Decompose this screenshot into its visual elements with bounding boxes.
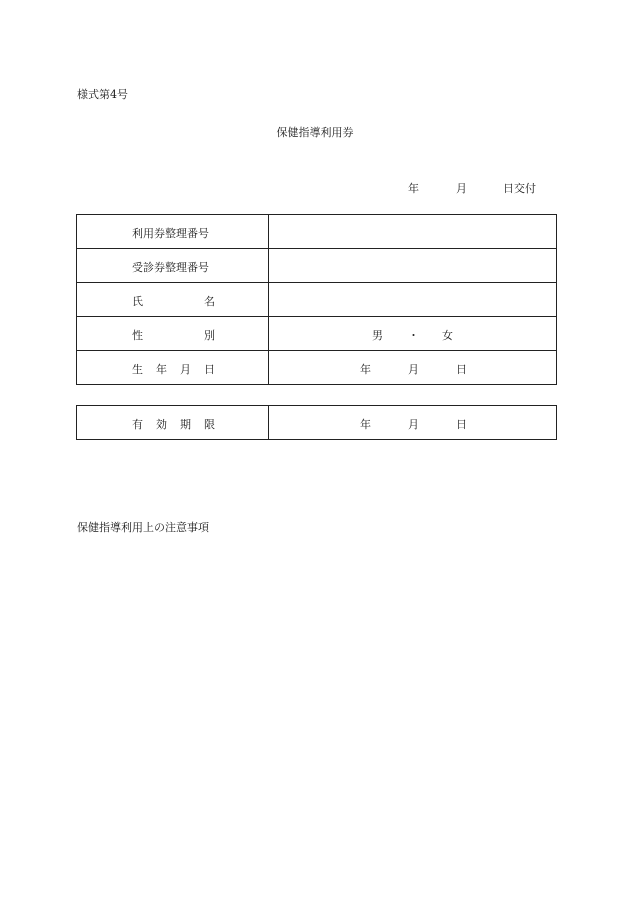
voucher-number-label-cell xyxy=(77,215,269,249)
birthdate-day-label: 日 xyxy=(456,363,467,376)
expiry-label-char-4: 限 xyxy=(204,418,215,431)
name-label-char-2: 名 xyxy=(204,295,215,308)
birthdate-value-cell xyxy=(269,351,557,385)
notes-heading: 保健指導利用上の注意事項 xyxy=(77,521,209,534)
sex-value-cell xyxy=(269,317,557,351)
expiry-label-char-1: 有 xyxy=(132,418,143,431)
name-value-cell xyxy=(269,283,557,317)
issue-date xyxy=(405,180,541,194)
birthdate-label-char-2: 年 xyxy=(156,363,167,376)
expiry-label-cell xyxy=(77,406,269,440)
table-row xyxy=(77,283,557,317)
issue-month-label: 月 xyxy=(456,182,467,195)
sex-option-male: 男 xyxy=(372,329,383,342)
expiry-day-label: 日 xyxy=(456,418,467,431)
birthdate-label-char-4: 日 xyxy=(204,363,215,376)
exam-voucher-number-value-cell xyxy=(269,249,557,283)
table-row xyxy=(77,249,557,283)
issue-day-label: 日交付 xyxy=(503,182,536,195)
expiry-label-char-2: 効 xyxy=(156,418,167,431)
expiry-label-char-3: 期 xyxy=(180,418,191,431)
issue-year-label: 年 xyxy=(408,182,419,195)
birthdate-year-label: 年 xyxy=(360,363,371,376)
table-row xyxy=(77,351,557,385)
table-row xyxy=(77,406,557,440)
voucher-number-label: 利用券整理番号 xyxy=(132,227,209,240)
sex-option-female: 女 xyxy=(442,329,453,342)
sex-label-char-2: 別 xyxy=(204,329,215,342)
document-title: 保健指導利用券 xyxy=(276,126,354,139)
expiry-year-label: 年 xyxy=(360,418,371,431)
expiry-value-cell xyxy=(269,406,557,440)
birthdate-label-cell xyxy=(77,351,269,385)
birthdate-label-char-1: 生 xyxy=(132,363,143,376)
sex-label xyxy=(132,327,216,340)
expiry-ymd xyxy=(360,416,470,429)
name-label xyxy=(132,293,216,306)
sex-option-separator: ・ xyxy=(408,329,419,342)
birthdate-month-label: 月 xyxy=(408,363,419,376)
sex-label-cell xyxy=(77,317,269,351)
birthdate-label xyxy=(132,361,216,374)
table-row xyxy=(77,215,557,249)
name-label-cell xyxy=(77,283,269,317)
table-row xyxy=(77,317,557,351)
voucher-number-value-cell xyxy=(269,215,557,249)
exam-voucher-number-label: 受診券整理番号 xyxy=(132,261,209,274)
exam-voucher-number-label-cell xyxy=(77,249,269,283)
sex-options xyxy=(372,327,462,340)
sex-label-char-1: 性 xyxy=(132,329,143,342)
expiry-label xyxy=(132,416,216,429)
expiry-month-label: 月 xyxy=(408,418,419,431)
voucher-info-table xyxy=(76,214,557,385)
expiry-table xyxy=(76,405,557,440)
birthdate-ymd xyxy=(360,361,470,374)
name-label-char-1: 氏 xyxy=(132,295,143,308)
form-number: 様式第4号 xyxy=(77,88,128,101)
birthdate-label-char-3: 月 xyxy=(180,363,191,376)
